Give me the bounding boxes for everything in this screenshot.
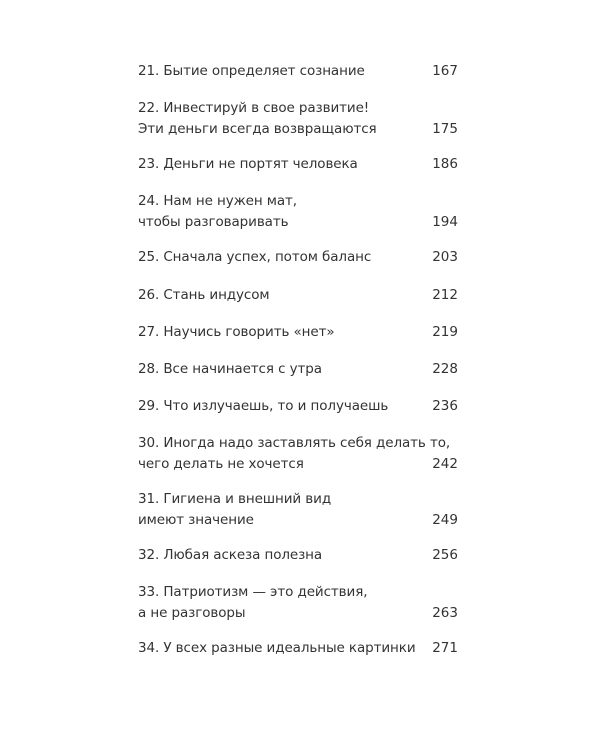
- toc-entry-32: [138, 545, 458, 566]
- toc-entry-page-number: 203: [432, 249, 458, 265]
- toc-entry-page-number: 271: [432, 640, 458, 656]
- toc-entry-21: [138, 61, 458, 82]
- toc-entry-title-line: 24. Нам не нужен мат,: [138, 193, 297, 209]
- toc-entry-25: [138, 247, 458, 268]
- toc-entry-26: [138, 285, 458, 306]
- toc-entry-24: [138, 191, 458, 233]
- toc-entry-34: [138, 638, 458, 659]
- toc-entry-23: [138, 154, 458, 175]
- toc-entry-title-line: 28. Все начинается с утра: [138, 361, 322, 377]
- toc-entry-page-number: 212: [432, 287, 458, 303]
- toc-entry-title-line: а не разговоры: [138, 605, 246, 621]
- toc-entry-30: [138, 433, 458, 475]
- toc-entry-title-line: 23. Деньги не портят человека: [138, 156, 358, 172]
- toc-entry-page-number: 186: [432, 156, 458, 172]
- toc-entry-page-number: 256: [432, 547, 458, 563]
- toc-entry-page-number: 175: [432, 121, 458, 137]
- toc-entry-page-number: 236: [432, 398, 458, 414]
- toc-entry-page-number: 263: [432, 605, 458, 621]
- toc-entry-page-number: 228: [432, 361, 458, 377]
- toc-entry-33: [138, 582, 458, 624]
- toc-entry-page-number: 194: [432, 214, 458, 230]
- toc-entry-31: [138, 489, 458, 531]
- toc-entry-title-line: 32. Любая аскеза полезна: [138, 547, 323, 563]
- toc-entry-title-line: 27. Научись говорить «нет»: [138, 324, 335, 340]
- toc-entry-title-line: 31. Гигиена и внешний вид: [138, 491, 332, 507]
- toc-entry-page-number: 167: [432, 63, 458, 79]
- toc-entry-title-line: 30. Иногда надо заставлять себя делать то,: [138, 435, 451, 451]
- toc-entry-title-line: 22. Инвестируй в свое развитие!: [138, 100, 370, 116]
- toc-entry-title-line: чтобы разговаривать: [138, 214, 289, 230]
- toc-entry-page-number: 242: [432, 456, 458, 472]
- toc-entry-title-line: чего делать не хочется: [138, 456, 304, 472]
- toc-entry-title-line: 25. Сначала успех, потом баланс: [138, 249, 372, 265]
- toc-entry-28: [138, 359, 458, 380]
- toc-entry-title-line: 33. Патриотизм — это действия,: [138, 584, 368, 600]
- toc-entry-page-number: 249: [432, 512, 458, 528]
- toc-entry-page-number: 219: [432, 324, 458, 340]
- toc-entry-22: [138, 98, 458, 140]
- toc-entry-27: [138, 322, 458, 343]
- toc-entry-title-line: имеют значение: [138, 512, 254, 528]
- toc-entry-title-line: 21. Бытие определяет сознание: [138, 63, 365, 79]
- toc-entry-29: [138, 396, 458, 417]
- toc-entry-title-line: Эти деньги всегда возвращаются: [138, 121, 377, 137]
- toc-entry-title-line: 34. У всех разные идеальные картинки: [138, 640, 416, 656]
- toc-entry-title-line: 26. Стань индусом: [138, 287, 270, 303]
- toc-entry-title-line: 29. Что излучаешь, то и получаешь: [138, 398, 389, 414]
